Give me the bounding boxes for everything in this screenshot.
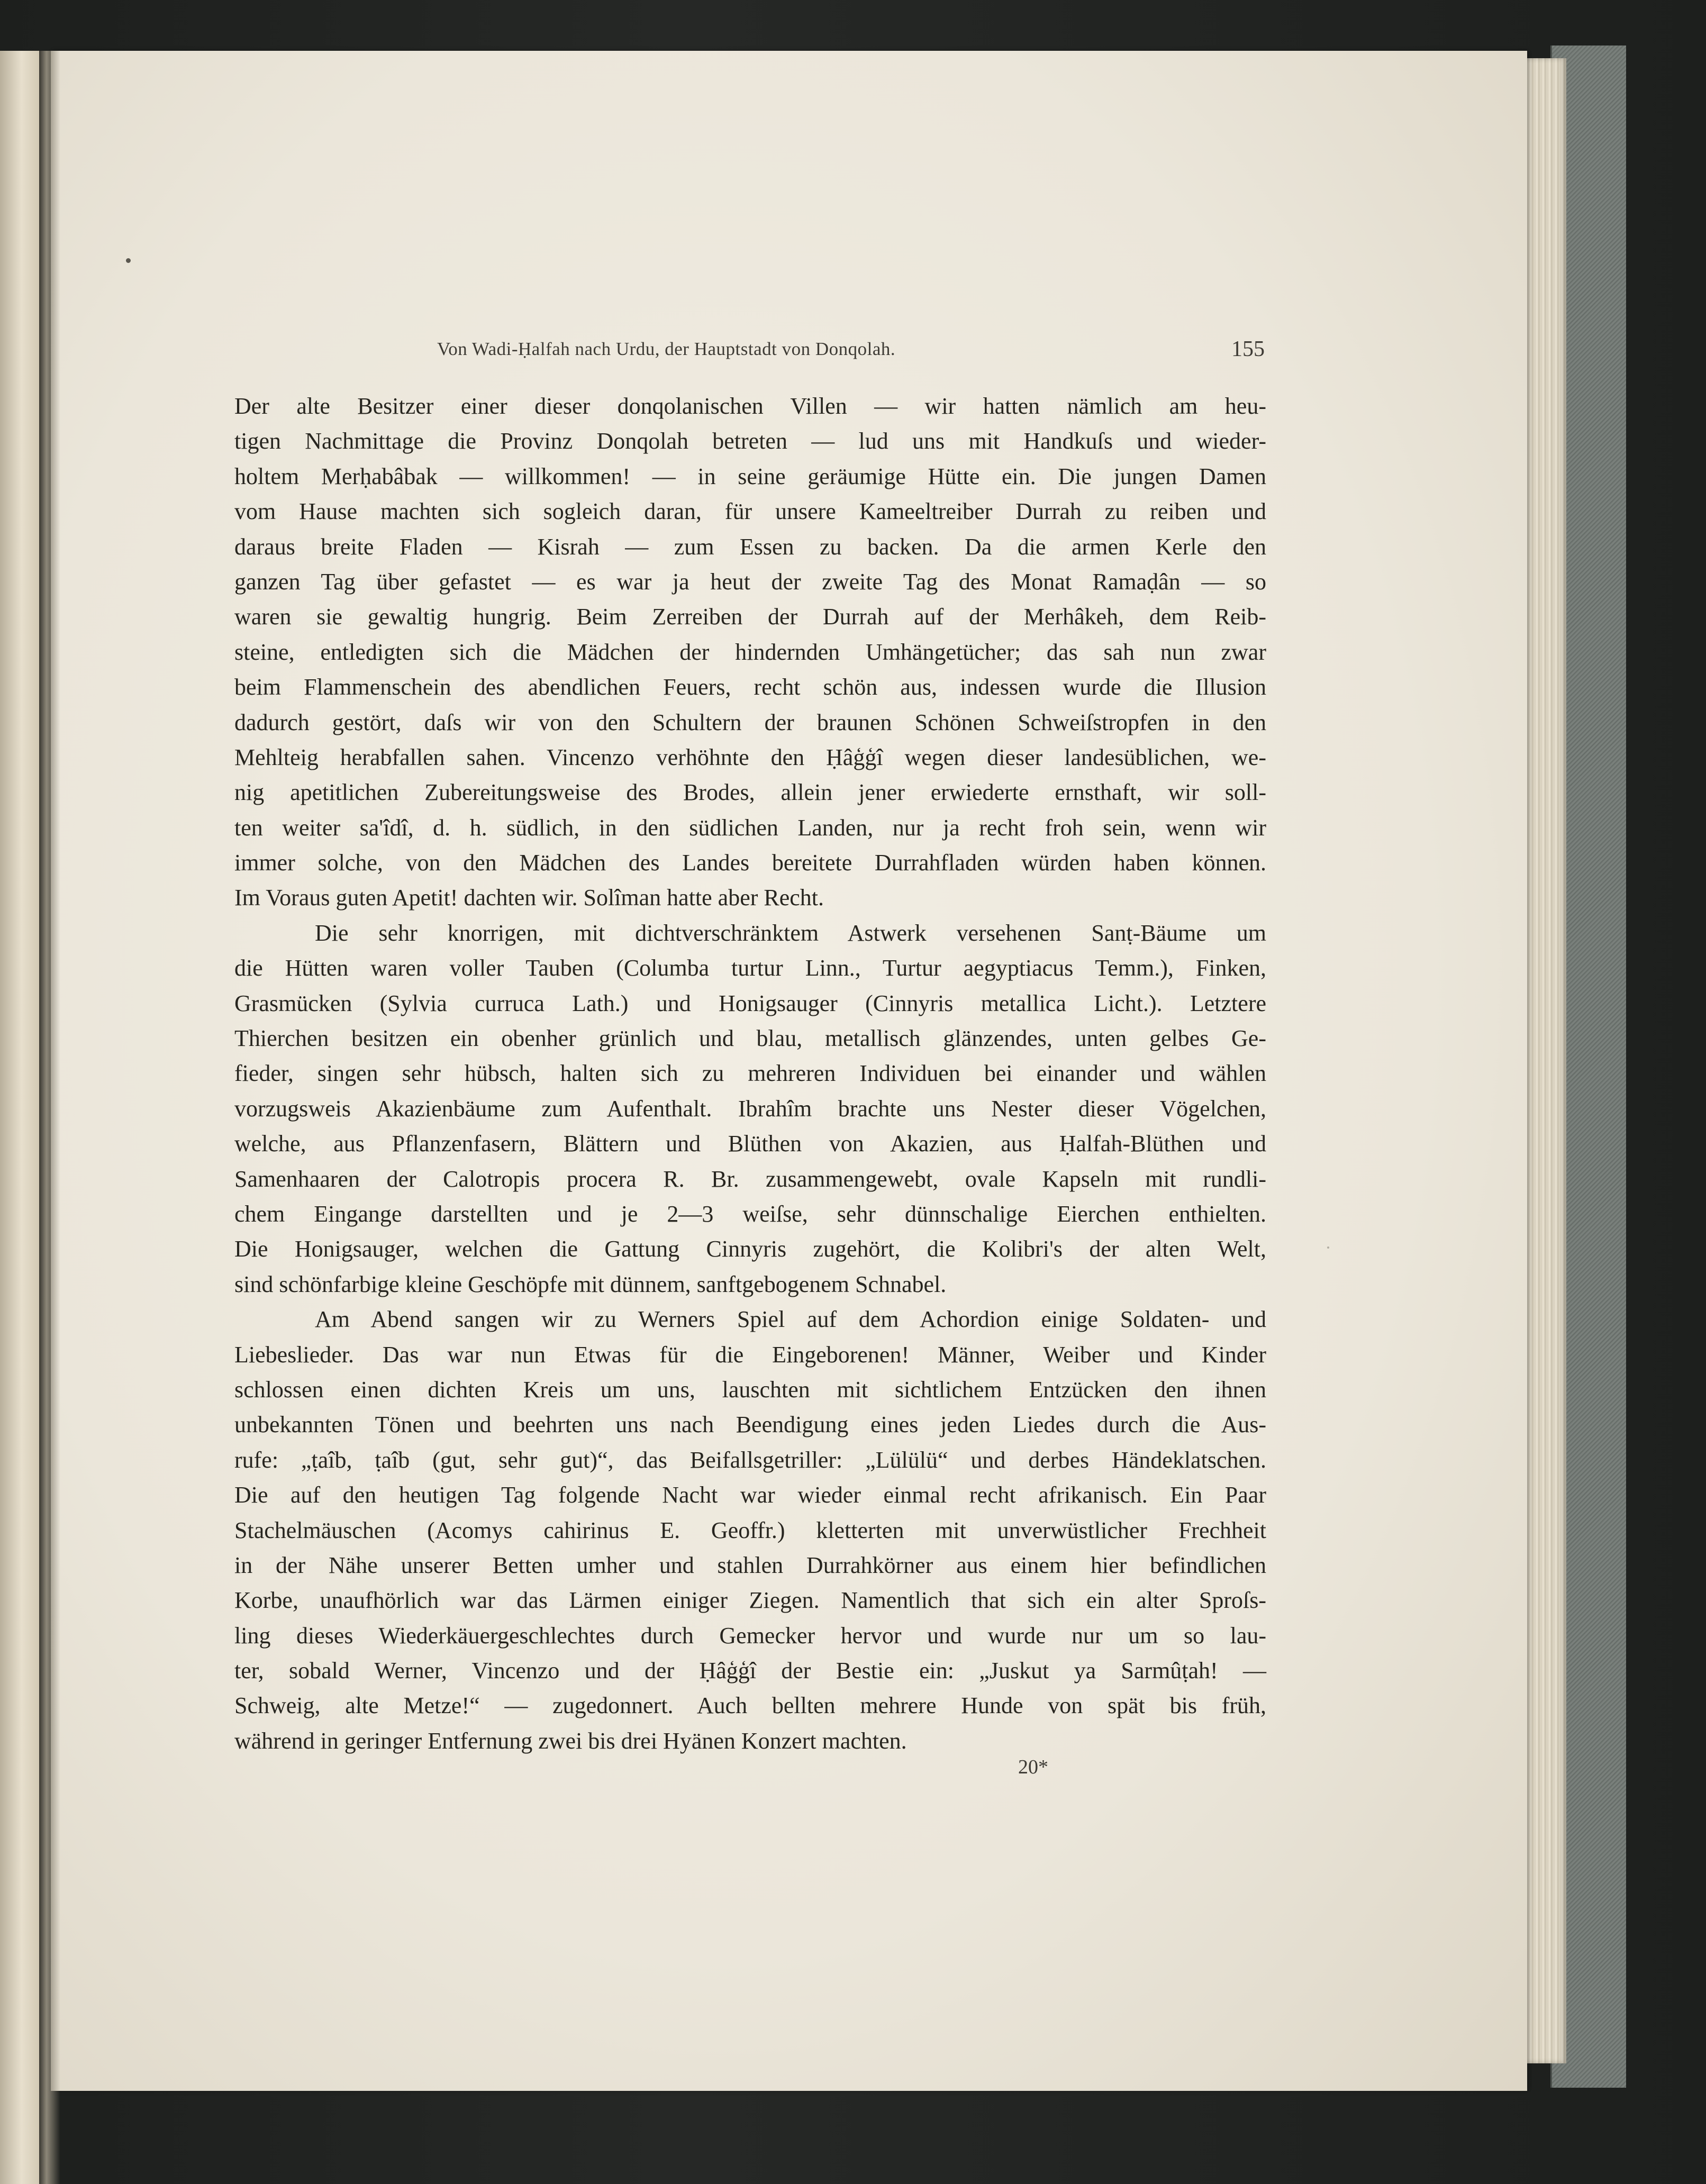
text-line: Im Voraus guten Apetit! dachten wir. Solîman hatte aber Recht. xyxy=(234,885,824,911)
text-line: Korbe, unaufhörlich war das Lärmen einiger Ziegen. Namentlich that sich ein alter Sproſs- xyxy=(234,1587,1266,1614)
text-line: die Hütten waren voller Tauben (Columba turtur Linn., Turtur aegyptiacus Temm.), Finken, xyxy=(234,955,1266,981)
text-line: während in geringer Entfernung zwei bis drei Hyänen Konzert machten. xyxy=(234,1727,907,1754)
text-line: welche, aus Pflanzenfasern, Blättern und Blüthen von Akazien, aus Ḥalfah-Blüthen und xyxy=(234,1131,1266,1157)
paper-speck xyxy=(126,258,131,263)
running-head: Von Wadi-Ḥalfah nach Urdu, der Hauptstadt von Donqolah. xyxy=(437,339,896,359)
text-line: Die sehr knorrigen, mit dichtverschränktem Astwerk versehenen Sanṭ-Bäume um xyxy=(315,920,1266,946)
page-number: 155 xyxy=(1231,337,1265,361)
text-line: Samenhaaren der Calotropis procera R. Br. zusammengewebt, ovale Kapseln mit rundli- xyxy=(234,1166,1266,1192)
text-line: Die auf den heutigen Tag folgende Nacht war wieder einmal recht afrikanisch. Ein Paar xyxy=(234,1482,1266,1508)
text-line: Liebeslieder. Das war nun Etwas für die Eingeborenen! Männer, Weiber und Kinder xyxy=(234,1341,1266,1368)
text-line: vorzugsweis Akazienbäume zum Aufenthalt. Ibrahîm brachte uns Nester dieser Vögelchen, xyxy=(234,1095,1266,1122)
text-line: rufe: „ṭaîb, ṭaîb (gut, sehr gut)“, das Beifallsgetriller: „Lülülü“ und derbes Händeklatschen. xyxy=(234,1446,1266,1473)
text-line: ter, sobald Werner, Vincenzo und der Ḥâģģî der Bestie ein: „Juskut ya Sarmûṭah! — xyxy=(234,1658,1266,1684)
text-line: chem Eingange darstellten und je 2—3 weiſse, sehr dünnschalige Eierchen enthielten. xyxy=(234,1200,1266,1227)
text-line: dadurch gestört, daſs wir von den Schultern der braunen Schönen Schweiſstropfen in den xyxy=(234,709,1266,735)
text-line: unbekannten Tönen und beehrten uns nach Beendigung eines jeden Liedes durch die Aus- xyxy=(234,1412,1266,1438)
previous-page-edge xyxy=(0,51,39,2184)
spine-shadow xyxy=(39,51,60,2184)
text-line: ganzen Tag über gefastet — es war ja heut der zweite Tag des Monat Ramaḍân — so xyxy=(234,568,1266,595)
signature-mark: 20* xyxy=(1018,1756,1048,1778)
text-line: steine, entledigten sich die Mädchen der hindernden Umhängetücher; das sah nun zwar xyxy=(234,639,1266,665)
text-line: schlossen einen dichten Kreis um uns, lauschten mit sichtlichem Entzücken den ihnen xyxy=(234,1376,1266,1403)
text-line: holtem Merḥabâbak — willkommen! — in seine geräumige Hütte ein. Die jungen Damen xyxy=(234,463,1266,489)
text-line: Mehlteig herabfallen sahen. Vincenzo verhöhnte den Ḥâģģî wegen dieser landesüblichen, we- xyxy=(234,744,1266,770)
text-line: Am Abend sangen wir zu Werners Spiel auf dem Achordion einige Soldaten- und xyxy=(315,1306,1266,1333)
text-line: Thierchen besitzen ein obenher grünlich und blau, metallisch glänzendes, unten gelbes Ge- xyxy=(234,1025,1266,1052)
text-line: Der alte Besitzer einer dieser donqolanischen Villen — wir hatten nämlich am heu- xyxy=(234,393,1266,419)
text-line: Grasmücken (Sylvia curruca Lath.) und Honigsauger (Cinnyris metallica Licht.). Letztere xyxy=(234,990,1266,1016)
paper-speck xyxy=(1327,1246,1329,1249)
text-line: waren sie gewaltig hungrig. Beim Zerreiben der Durrah auf der Merhâkeh, dem Reib- xyxy=(234,604,1266,630)
text-line: ten weiter sa'îdî, d. h. südlich, in den südlichen Landen, nur ja recht froh sein, wenn wir xyxy=(234,814,1266,841)
text-line: Die Honigsauger, welchen die Gattung Cinnyris zugehört, die Kolibri's der alten Welt, xyxy=(234,1236,1266,1262)
text-line: daraus breite Fladen — Kisrah — zum Essen zu backen. Da die armen Kerle den xyxy=(234,533,1266,560)
text-line: fieder, singen sehr hübsch, halten sich zu mehreren Individuen bei einander und wählen xyxy=(234,1060,1266,1087)
text-line: Stachelmäuschen (Acomys cahirinus E. Geoffr.) kletterten mit unverwüstlicher Frechheit xyxy=(234,1517,1266,1543)
text-line: tigen Nachmittage die Provinz Donqolah betreten — lud uns mit Handkuſs und wieder- xyxy=(234,428,1266,454)
text-line: ling dieses Wiederkäuergeschlechtes durch Gemecker hervor und wurde nur um so lau- xyxy=(234,1622,1266,1649)
text-line: immer solche, von den Mädchen des Landes bereitete Durrahfladen würden haben können. xyxy=(234,850,1266,876)
text-line: sind schönfarbige kleine Geschöpfe mit dünnem, sanftgebogenem Schnabel. xyxy=(234,1271,947,1297)
text-line: vom Hause machten sich sogleich daran, für unsere Kameeltreiber Durrah zu reiben und xyxy=(234,498,1266,525)
text-line: Schweig, alte Metze!“ — zugedonnert. Auch bellten mehrere Hunde von spät bis früh, xyxy=(234,1692,1266,1719)
text-line: nig apetitlichen Zubereitungsweise des Brodes, allein jener erwiederte ernsthaft, wir soll- xyxy=(234,779,1266,806)
text-line: beim Flammenschein des abendlichen Feuers, recht schön aus, indessen wurde die Illusion xyxy=(234,674,1266,700)
text-line: in der Nähe unserer Betten umher und stahlen Durrahkörner aus einem hier befindlichen xyxy=(234,1552,1266,1578)
body-text xyxy=(234,389,1266,1759)
